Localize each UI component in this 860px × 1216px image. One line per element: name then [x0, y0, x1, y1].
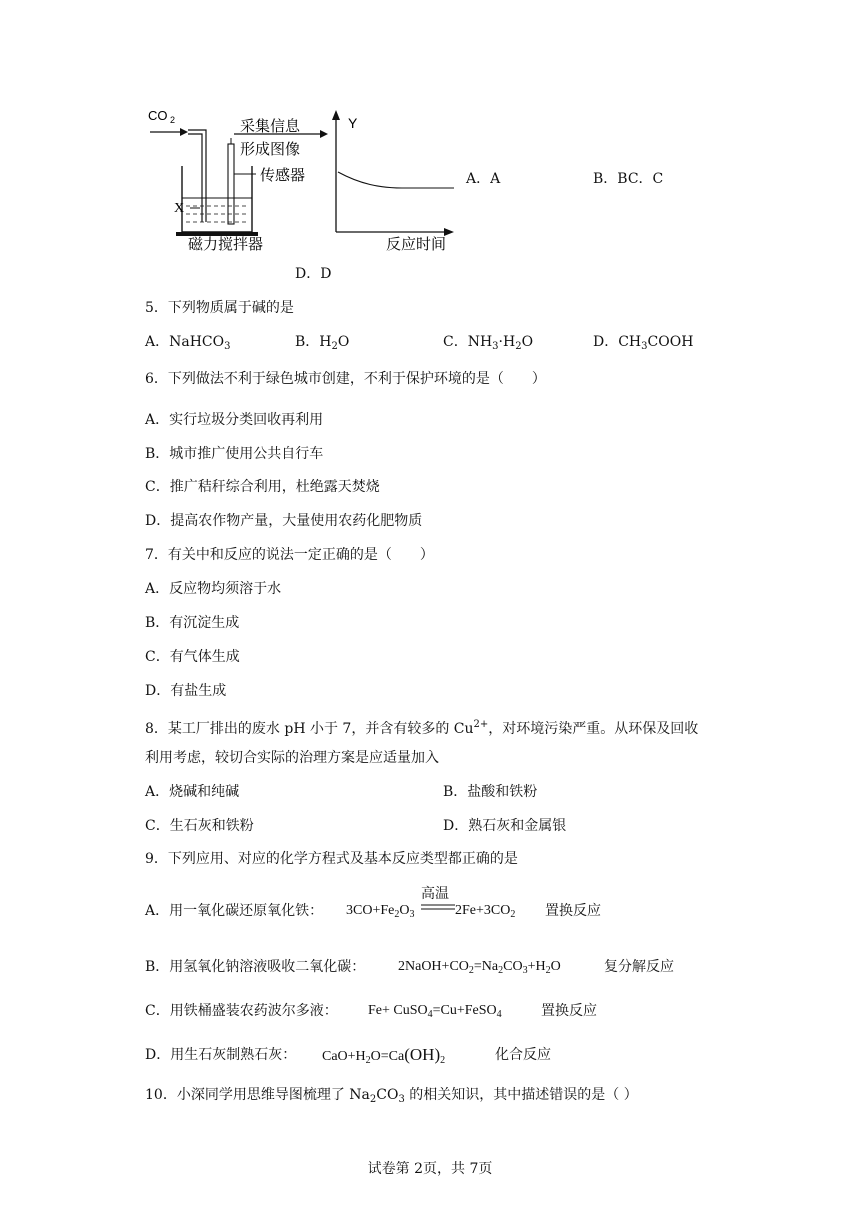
q4-option-a: A．A — [466, 171, 501, 187]
time-axis-label: 反应时间 — [386, 235, 447, 253]
q9-option-c-text: C．用铁桶盛装农药波尔多液： — [145, 1003, 338, 1019]
experiment-figure — [140, 104, 460, 264]
q8-option-c: C．生石灰和铁粉 — [145, 818, 254, 834]
form-image-label: 形成图像 — [240, 140, 301, 158]
q9-option-a-eq-right: $2Fe+3CO_2$ — [455, 903, 516, 920]
q9-option-d-text: D．用生石灰制熟石灰： — [145, 1047, 297, 1063]
q8-stem-line1: 8．某工厂排出的废水 pH 小于 7，并含有较多的 $Cu^{2+}$，对环境污染严重。从环保及回收 — [145, 719, 699, 737]
q9-option-b-text: B．用氢氧化钠溶液吸收二氧化碳： — [145, 959, 366, 975]
q5-option-c: C．$NH_3\cdot H_2O$ — [443, 334, 534, 352]
q9-option-b-type: 复分解反应 — [604, 959, 674, 975]
q6-option-b: B．城市推广使用公共自行车 — [145, 446, 324, 462]
q9-option-b-eq: $2NaOH+CO_2=Na_2CO_3+H_2O$ — [398, 959, 561, 976]
q6-option-d: D．提高农作物产量，大量使用农药化肥物质 — [145, 513, 423, 529]
y-axis-label: Y — [348, 115, 358, 131]
y-curve — [338, 172, 454, 188]
q6-option-a: A．实行垃圾分类回收再利用 — [145, 412, 324, 428]
q6-option-c: C．推广秸秆综合利用，杜绝露天焚烧 — [145, 479, 380, 495]
q9-option-a-type: 置换反应 — [545, 903, 601, 919]
q9-stem: 9．下列应用、对应的化学方程式及基本反应类型都正确的是 — [145, 851, 518, 867]
q9-option-c-eq: Fe+ CuSO$_4$=Cu+FeSO$_4$ — [368, 1003, 502, 1020]
q4-option-bc: B．BC．C — [593, 171, 664, 187]
q9-option-a-text: A．用一氧化碳还原氧化铁： — [145, 903, 324, 919]
q9-option-d-type: 化合反应 — [495, 1047, 551, 1063]
q5-stem: 5．下列物质属于碱的是 — [145, 300, 294, 316]
q8-option-a: A．烧碱和纯碱 — [145, 784, 240, 800]
q6-stem: 6．下列做法不利于绿色城市创建，不利于保护环境的是（ ） — [145, 371, 546, 387]
q8-stem-line2: 利用考虑，较切合实际的治理方案是应适量加入 — [145, 750, 439, 766]
q9-option-d-eq: $CaO+H_2O=Ca(OH)_2$ — [322, 1045, 446, 1066]
q10-stem: 10．小深同学用思维导图梳理了 $Na_2CO_3$ 的相关知识，其中描述错误的是（ ） — [145, 1087, 638, 1105]
sensor-label: 传感器 — [260, 166, 306, 184]
q7-option-a: A．反应物均须溶于水 — [145, 581, 282, 597]
q7-option-b: B．有沉淀生成 — [145, 615, 240, 631]
co2-subscript: 2 — [170, 115, 176, 125]
x-label: X — [174, 201, 185, 216]
q5-option-a: A．NaHCO$_3$ — [145, 334, 231, 352]
q5-option-b: B．$H_2O$ — [295, 334, 350, 352]
collect-info-label: 采集信息 — [240, 117, 301, 135]
page-footer: 试卷第 2页，共 7页 — [367, 1161, 493, 1177]
stirrer-label: 磁力搅拌器 — [188, 235, 264, 253]
co2-label: CO — [148, 108, 168, 123]
q7-stem: 7．有关中和反应的说法一定正确的是（ ） — [145, 547, 434, 563]
equals-sign — [421, 903, 455, 911]
apparatus-diagram — [140, 104, 460, 264]
q4-option-d: D．D — [295, 266, 332, 282]
q9-option-a-eq-left: $3CO+Fe_2O_3$ — [346, 903, 415, 920]
q7-option-c: C．有气体生成 — [145, 649, 240, 665]
q9-option-c-type: 置换反应 — [541, 1003, 597, 1019]
q8-option-d: D．熟石灰和金属银 — [443, 818, 567, 834]
q8-option-b: B．盐酸和铁粉 — [443, 784, 538, 800]
q7-option-d: D．有盐生成 — [145, 683, 227, 699]
q5-option-d: D．$CH_3COOH$ — [593, 334, 694, 352]
q9-option-a-condition: 高温 — [421, 886, 449, 902]
